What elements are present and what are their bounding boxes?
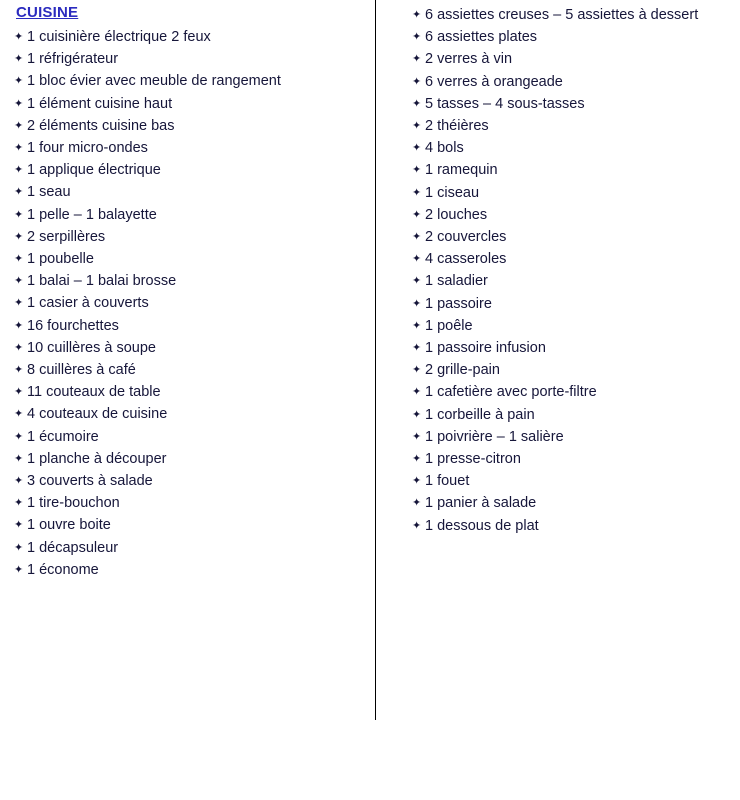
bullet-icon: ✦ [412,319,422,332]
list-item [412,137,740,159]
list-item-label: 4 casseroles [425,251,507,268]
list-item [14,226,375,248]
bullet-icon: ✦ [412,453,422,466]
bullet-icon: ✦ [14,452,24,465]
bullet-icon: ✦ [14,164,24,177]
list-item-label: 1 presse-citron [425,451,521,468]
list-item-label: 1 saladier [425,273,488,290]
list-item [412,159,740,181]
list-item-label: 8 cuillères à café [27,362,136,379]
bullet-icon: ✦ [412,386,422,399]
bullet-icon: ✦ [14,386,24,399]
bullet-icon: ✦ [412,275,422,288]
bullet-icon: ✦ [412,164,422,177]
bullet-icon: ✦ [14,186,24,199]
bullet-icon: ✦ [14,408,24,421]
list-item-label: 1 passoire [425,295,492,312]
list-item-label: 4 couteaux de cuisine [27,406,168,423]
list-item-label: 1 poêle [425,317,473,334]
list-item [14,137,375,159]
bullet-icon: ✦ [412,208,422,221]
list-item-label: 1 tire-bouchon [27,495,120,512]
list-item [14,359,375,381]
list-item-label: 1 ciseau [425,184,480,201]
bullet-icon: ✦ [14,297,24,310]
list-item [14,248,375,270]
list-item-label: 1 balai – 1 balai brosse [27,273,177,290]
list-item-label: 6 assiettes creuses – 5 assiettes à dessert [425,7,699,23]
list-item-label: 1 ramequin [425,162,498,179]
bullet-icon: ✦ [412,31,422,44]
page-title: CUISINE [16,4,79,21]
list-item [412,381,740,403]
list-item-label: 6 verres à orangeade [425,73,563,90]
list-item-label: 11 couteaux de table [27,384,161,401]
list-item-label: 4 bols [425,140,464,157]
bullet-icon: ✦ [14,541,24,554]
bullet-icon: ✦ [14,208,24,221]
list-item-label: 1 fouet [425,473,470,490]
bullet-icon: ✦ [412,497,422,510]
list-item [412,93,740,115]
list-item [14,337,375,359]
bullet-icon: ✦ [14,341,24,354]
list-item-label: 1 poubelle [27,251,94,268]
list-item [14,559,375,581]
list-item-label: 1 réfrigérateur [27,51,119,68]
list-item-label: 1 dessous de plat [425,517,539,534]
list-item [14,492,375,514]
list-item [14,204,375,226]
bullet-icon: ✦ [14,563,24,576]
bullet-icon: ✦ [412,142,422,155]
list-item [14,270,375,292]
list-item [14,426,375,448]
list-item [412,404,740,426]
bullet-icon: ✦ [412,75,422,88]
bullet-icon: ✦ [14,475,24,488]
bullet-icon: ✦ [412,97,422,110]
list-item-label: 1 écumoire [27,428,99,445]
list-item [412,470,740,492]
bullet-icon: ✦ [14,519,24,532]
list-item-label: 1 planche à découper [27,450,167,467]
list-item-label: 1 élément cuisine haut [27,95,173,112]
list-item [412,71,740,93]
list-item [14,292,375,314]
list-item-label: 2 théières [425,118,489,135]
bullet-icon: ✦ [412,364,422,377]
list-item-label: 1 seau [27,184,71,201]
list-item [412,293,740,315]
list-item-label: 1 four micro-ondes [27,140,148,157]
bullet-icon: ✦ [412,120,422,133]
right-inventory-list [412,4,740,537]
bullet-icon: ✦ [14,364,24,377]
bullet-icon: ✦ [14,275,24,288]
right-column [376,0,740,537]
list-item-label: 1 ouvre boite [27,517,111,534]
left-inventory-list [14,26,375,581]
bullet-icon: ✦ [14,253,24,266]
bullet-icon: ✦ [14,319,24,332]
list-item-label: 1 économe [27,561,99,578]
list-item-label: 1 corbeille à pain [425,406,535,423]
list-item [412,48,740,70]
list-item [412,426,740,448]
bullet-icon: ✦ [14,119,24,132]
list-item [14,115,375,137]
list-item-label: 5 tasses – 4 sous-tasses [425,95,585,112]
bullet-icon: ✦ [412,231,422,244]
bullet-icon: ✦ [412,342,422,355]
list-item [14,403,375,425]
list-item [412,315,740,337]
list-item-label: 6 assiettes plates [425,29,538,46]
list-item [412,492,740,514]
bullet-icon: ✦ [14,230,24,243]
list-item [14,93,375,115]
list-item [14,48,375,70]
list-item [412,337,740,359]
list-item [14,315,375,337]
bullet-icon: ✦ [412,475,422,488]
list-item [412,26,740,48]
list-item-label: 2 verres à vin [425,51,513,68]
list-item-label: 1 passoire infusion [425,340,546,357]
list-item-label: 2 serpillères [27,228,106,245]
list-item-label: 1 applique électrique [27,162,161,179]
list-item-label: 1 cuisinière électrique 2 feux [27,29,211,45]
bullet-icon: ✦ [412,253,422,266]
list-item-label: 1 pelle – 1 balayette [27,206,157,223]
list-item [14,159,375,181]
list-item [14,470,375,492]
bullet-icon: ✦ [14,142,24,155]
list-item-label: 2 louches [425,206,488,223]
bullet-icon: ✦ [412,9,422,21]
list-item-label: 16 fourchettes [27,317,119,334]
bullet-icon: ✦ [14,497,24,510]
list-item-label: 2 grille-pain [425,362,500,379]
list-item [412,115,740,137]
bullet-icon: ✦ [412,186,422,199]
list-item-label: 2 éléments cuisine bas [27,117,175,134]
list-item [412,448,740,470]
bullet-icon: ✦ [14,430,24,443]
list-item [14,514,375,536]
list-item [412,359,740,381]
list-item [412,204,740,226]
list-item [14,26,375,48]
list-item-label: 2 couvercles [425,229,507,246]
left-column [0,0,375,581]
list-item-label: 10 cuillères à soupe [27,339,156,356]
bullet-icon: ✦ [412,408,422,421]
bullet-icon: ✦ [14,97,24,110]
list-item-label: 3 couverts à salade [27,473,153,490]
list-item-label: 1 cafetière avec porte-filtre [425,384,597,401]
list-item-label: 1 décapsuleur [27,539,119,556]
list-item-label: 1 poivrière – 1 salière [425,428,564,445]
bullet-icon: ✦ [14,53,24,66]
bullet-icon: ✦ [412,297,422,310]
bullet-icon: ✦ [14,31,24,43]
list-item [412,182,740,204]
bullet-icon: ✦ [14,75,24,88]
list-item-label: 1 panier à salade [425,495,537,512]
list-item [412,226,740,248]
bullet-icon: ✦ [412,430,422,443]
bullet-icon: ✦ [412,519,422,532]
list-item [412,515,740,537]
list-item-label: 1 bloc évier avec meuble de rangement [27,73,281,90]
list-item [14,181,375,203]
bullet-icon: ✦ [412,53,422,66]
list-item [412,248,740,270]
list-item [412,270,740,292]
list-item [412,4,740,26]
list-item [14,70,375,92]
list-item-label: 1 casier à couverts [27,295,149,312]
list-item [14,381,375,403]
list-item [14,448,375,470]
list-item [14,537,375,559]
